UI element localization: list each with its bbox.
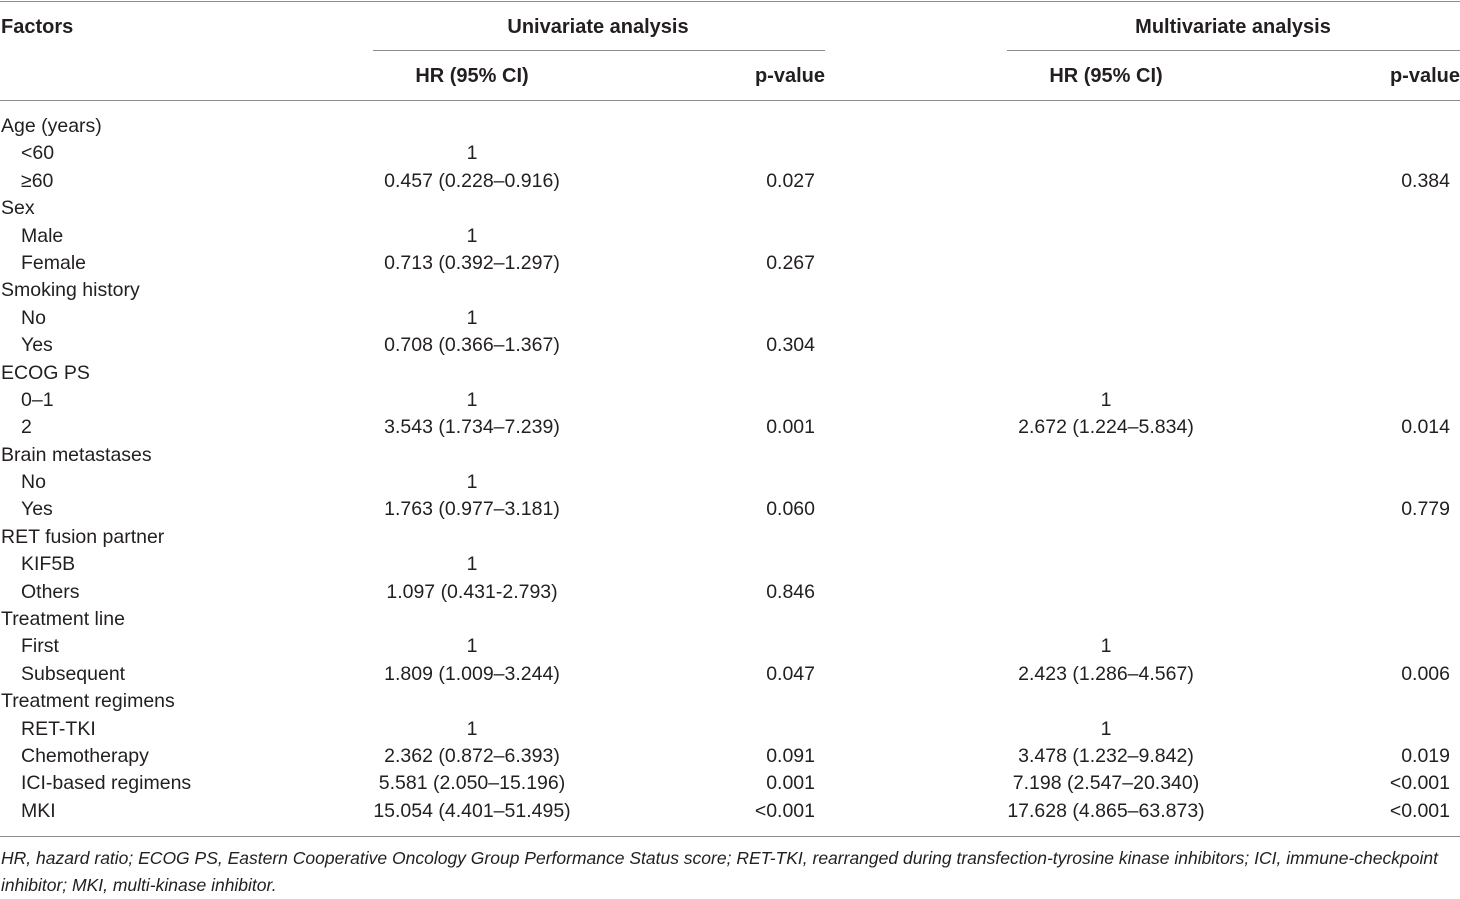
univariate-pvalue-cell: 0.091 — [766, 744, 815, 767]
header-univariate-pvalue: p-value — [754, 65, 825, 87]
univariate-hr-cell: 2.362 (0.872–6.393) — [384, 744, 560, 767]
table-bottom-rule — [0, 836, 1460, 837]
factor-cell: ECOG PS — [1, 361, 90, 384]
header-bottom-rule — [0, 100, 1460, 101]
factor-cell: Female — [21, 251, 87, 274]
table-row — [0, 168, 1460, 195]
factor-cell: No — [21, 306, 46, 329]
multivariate-pvalue-cell: 0.019 — [1401, 744, 1450, 767]
univariate-hr-cell: 1 — [466, 388, 478, 411]
factor-cell: ≥60 — [21, 169, 54, 192]
table-row — [0, 743, 1460, 770]
univariate-hr-cell: 1.763 (0.977–3.181) — [384, 498, 560, 521]
factor-cell: Treatment line — [1, 608, 125, 631]
header-multivariate-pvalue: p-value — [1389, 65, 1460, 87]
univariate-pvalue-cell: 0.047 — [766, 662, 815, 685]
univariate-pvalue-cell: 0.001 — [766, 772, 815, 795]
univariate-pvalue-cell: 0.060 — [766, 498, 815, 521]
table-row — [0, 661, 1460, 688]
univariate-hr-cell: 5.581 (2.050–15.196) — [378, 772, 566, 795]
factor-cell: Yes — [21, 498, 53, 521]
factor-cell: Yes — [21, 334, 53, 357]
table-group-row — [0, 688, 1460, 715]
factor-cell: <60 — [21, 142, 55, 165]
multivariate-pvalue-cell: <0.001 — [1389, 799, 1450, 822]
header-factors: Factors — [1, 16, 74, 38]
univariate-pvalue-cell: 0.001 — [766, 416, 815, 439]
univariate-pvalue-cell: 0.027 — [766, 169, 815, 192]
table-row — [0, 633, 1460, 660]
univariate-pvalue-cell: 0.304 — [766, 334, 815, 357]
table-group-row — [0, 606, 1460, 633]
table-group-row — [0, 195, 1460, 222]
table-row — [0, 551, 1460, 578]
factor-cell: MKI — [21, 799, 56, 822]
multivariate-pvalue-cell: 0.006 — [1401, 662, 1450, 685]
factor-cell: RET fusion partner — [1, 525, 165, 548]
header-multivariate-hr: HR (95% CI) — [1049, 65, 1163, 87]
univariate-hr-cell: 3.543 (1.734–7.239) — [384, 416, 560, 439]
table-row — [0, 496, 1460, 523]
table-top-rule — [0, 1, 1460, 2]
factor-cell: Age (years) — [1, 115, 102, 137]
factor-cell: KIF5B — [21, 553, 76, 576]
table-group-row — [0, 442, 1460, 469]
univariate-hr-cell: 1 — [466, 306, 478, 329]
table-row — [0, 305, 1460, 332]
table-row — [0, 579, 1460, 606]
univariate-pvalue-cell: 0.846 — [766, 580, 815, 603]
header-univariate-hr: HR (95% CI) — [415, 65, 529, 87]
table-body — [0, 113, 1460, 825]
table-group-row — [0, 360, 1460, 387]
univariate-hr-cell: 0.457 (0.228–0.916) — [384, 169, 560, 192]
multivariate-hr-cell: 7.198 (2.547–20.340) — [1012, 772, 1200, 795]
factor-cell: Others — [21, 580, 80, 603]
univariate-hr-cell: 0.713 (0.392–1.297) — [384, 251, 560, 274]
table-group-row — [0, 524, 1460, 551]
univariate-hr-cell: 0.708 (0.366–1.367) — [384, 334, 560, 357]
table-footnote: HR, hazard ratio; ECOG PS, Eastern Cooperative Oncology Group Performance Status score; RET-TKI, rearranged during transfection-tyrosine kinase inhibitors; ICI, immune-checkpoint inhibitor; MKI, multi-kinase inhibitor. — [1, 848, 1438, 895]
table-row — [0, 223, 1460, 250]
factor-cell: First — [21, 635, 59, 658]
factor-cell: No — [21, 471, 46, 494]
multivariate-group-rule — [1007, 50, 1460, 51]
factor-cell: RET-TKI — [21, 717, 96, 740]
multivariate-hr-cell: 2.423 (1.286–4.567) — [1018, 662, 1194, 685]
table-row — [0, 140, 1460, 167]
table-row — [0, 250, 1460, 277]
header-multivariate: Multivariate analysis — [1135, 16, 1331, 38]
univariate-hr-cell: 1 — [466, 635, 478, 658]
table-group-row — [0, 113, 1460, 140]
table-row — [0, 332, 1460, 359]
factor-cell: Smoking history — [1, 279, 140, 302]
table-row — [0, 770, 1460, 797]
multivariate-pvalue-cell: 0.384 — [1401, 169, 1450, 192]
univariate-group-rule — [373, 50, 825, 51]
table-row — [0, 716, 1460, 743]
multivariate-hr-cell: 17.628 (4.865–63.873) — [1007, 799, 1205, 822]
multivariate-pvalue-cell: 0.014 — [1401, 416, 1450, 439]
table-row — [0, 469, 1460, 496]
table-row — [0, 798, 1460, 825]
univariate-hr-cell: 1 — [466, 717, 478, 740]
factor-cell: Sex — [1, 197, 35, 220]
multivariate-pvalue-cell: <0.001 — [1389, 772, 1450, 795]
univariate-hr-cell: 1 — [466, 471, 478, 494]
table-group-row — [0, 277, 1460, 304]
univariate-hr-cell: 1.809 (1.009–3.244) — [384, 662, 560, 685]
factor-cell: Male — [21, 224, 64, 247]
multivariate-hr-cell: 3.478 (1.232–9.842) — [1018, 744, 1194, 767]
univariate-hr-cell: 15.054 (4.401–51.495) — [373, 799, 571, 822]
factor-cell: 2 — [21, 416, 32, 439]
factor-cell: Treatment regimens — [1, 690, 175, 713]
header-univariate: Univariate analysis — [507, 16, 689, 38]
multivariate-hr-cell: 1 — [1100, 635, 1112, 658]
multivariate-hr-cell: 1 — [1100, 388, 1112, 411]
factor-cell: Subsequent — [21, 662, 126, 685]
univariate-pvalue-cell: <0.001 — [754, 799, 815, 822]
factor-cell: Chemotherapy — [21, 744, 149, 767]
multivariate-pvalue-cell: 0.779 — [1401, 498, 1450, 521]
factor-cell: Brain metastases — [1, 443, 152, 466]
table-row — [0, 414, 1460, 441]
multivariate-hr-cell: 1 — [1100, 717, 1112, 740]
factor-cell: 0–1 — [21, 388, 54, 411]
univariate-hr-cell: 1 — [466, 224, 478, 247]
multivariate-hr-cell: 2.672 (1.224–5.834) — [1018, 416, 1194, 439]
factor-cell: ICI-based regimens — [21, 772, 192, 795]
univariate-pvalue-cell: 0.267 — [766, 251, 815, 274]
univariate-hr-cell: 1 — [466, 553, 478, 576]
univariate-hr-cell: 1.097 (0.431-2.793) — [386, 580, 558, 603]
univariate-hr-cell: 1 — [466, 142, 478, 165]
table-row — [0, 387, 1460, 414]
